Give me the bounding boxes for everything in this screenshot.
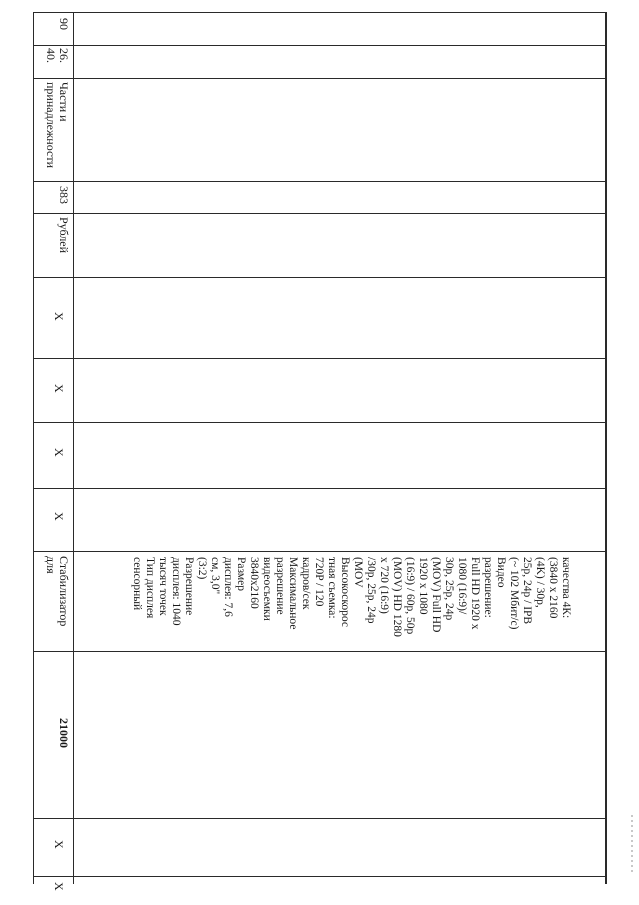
row-number: 90: [57, 18, 71, 30]
x-mark: X: [52, 512, 66, 521]
row-divider: [33, 277, 607, 278]
row-divider: [33, 818, 607, 819]
category-label: Части и принадлежности: [44, 82, 71, 169]
x-mark: X: [52, 882, 66, 891]
row-divider: [33, 651, 607, 652]
row-divider: [33, 422, 607, 423]
row-divider: [33, 551, 607, 552]
table-column-divider: [73, 12, 74, 884]
item-description: качества 4К: (3840 x 2160 (4K) / 30р, 25р, 24р / IPB (~ 102 Мбит/с) Видео разрешение: Full HD 1920 x 1080 (16:9)/ 30p, 25p, 24p (MOV) Full HD 1920 x 1080 (16:9) / 60p, 50p (MOV) HD 1280 x 720 (16:9) /30p, 25p, 24p (MOV Высокоскорос тная съемка: 720P / 120 кадров/сек Максимальное разрешение видеосъемки 3840x2160 Размер дисплея: 7,6 см, 3,0" (3:2) Разрешение дисплея: 1040 тысяч точек Тип дисплея сенсорный: [131, 557, 572, 637]
x-mark: X: [52, 312, 66, 321]
table-border-right: [605, 12, 607, 884]
scan-edge-mark: [631, 815, 633, 875]
row-divider: [33, 181, 607, 182]
row-code: 26. 40.: [44, 48, 71, 63]
x-mark: X: [52, 448, 66, 457]
item-name: Стабилизатор для: [44, 556, 71, 627]
code-value: 383: [57, 186, 71, 204]
row-divider: [33, 213, 607, 214]
table-border-left: [33, 12, 34, 884]
unit-label: Рублей: [57, 217, 71, 254]
row-divider: [33, 876, 607, 877]
x-mark: X: [52, 840, 66, 849]
x-mark: X: [52, 384, 66, 393]
row-divider: [33, 45, 607, 46]
row-divider: [33, 488, 607, 489]
row-divider: [33, 12, 607, 13]
row-divider: [33, 78, 607, 79]
row-divider: [33, 358, 607, 359]
item-price: 21000: [57, 718, 71, 748]
